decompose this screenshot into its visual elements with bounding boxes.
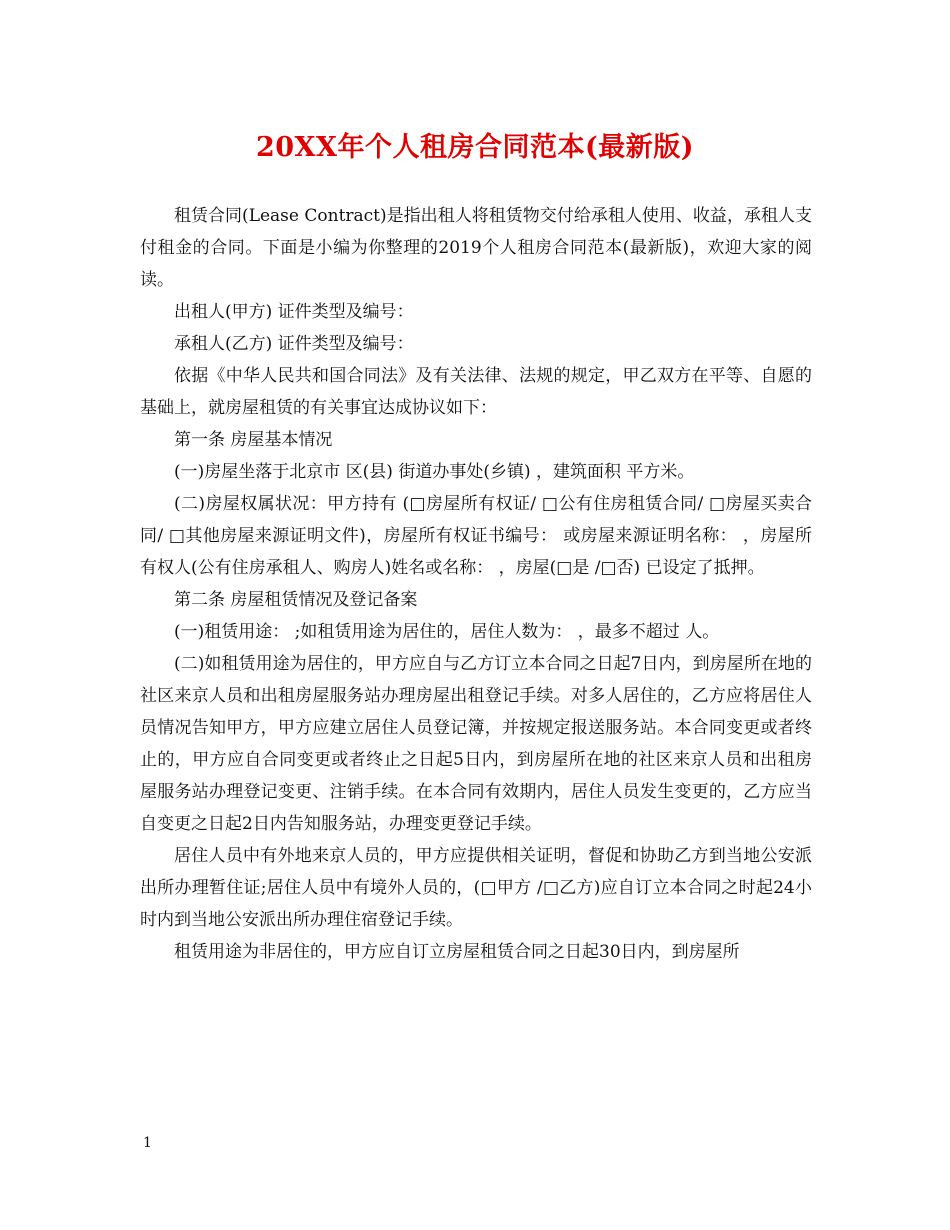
article-2-heading: 第二条 房屋租赁情况及登记备案 bbox=[174, 590, 418, 610]
paragraph-non-residential: 租赁用途为非居住的，甲方应自订立房屋租赁合同之日起30日内，到房屋所 bbox=[174, 942, 740, 962]
paragraph-intro: 租赁合同(Lease Contract)是指出租人将租赁物交付给承租人使用、收益，承租人支付租金的合同。下面是小编为你整理的2019个人租房合同范本(最新版)，欢迎大家的阅读。 bbox=[140, 206, 812, 290]
page-number: 1 bbox=[143, 1135, 152, 1151]
paragraph-usage: (一)租赁用途： ;如租赁用途为居住的，居住人数为： ，最多不超过 人。 bbox=[174, 622, 720, 642]
paragraph-ownership: (二)房屋权属状况：甲方持有 (□房屋所有权证/ □公有住房租赁合同/ □房屋买卖合同/ □其他房屋来源证明文件)，房屋所有权证书编号： 或房屋来源证明名称： ，房屋所有权人(公有住房承租人、购房人)姓名或名称： ，房屋(□是 /□否) 已设定了抵押。 bbox=[140, 494, 812, 578]
document-title: 20XX年个人租房合同范本(最新版) bbox=[255, 132, 695, 163]
article-1-heading: 第一条 房屋基本情况 bbox=[174, 430, 333, 450]
paragraph-location: (一)房屋坐落于北京市 区(县) 街道办事处(乡镇) ，建筑面积 平方米。 bbox=[174, 462, 695, 482]
paragraph-registration: (二)如租赁用途为居住的，甲方应自与乙方订立本合同之日起7日内，到房屋所在地的社区来京人员和出租房屋服务站办理房屋出租登记手续。对多人居住的，乙方应将居住人员情况告知甲方，甲方应建立居住人员登记簿，并按规定报送服务站。本合同变更或者终止的，甲方应自合同变更或者终止之日起5日内，到房屋所在地的社区来京人员和出租房屋服务站办理登记变更、注销手续。在本合同有效期内，居住人员发生变更的，乙方应当自变更之日起2日内告知服务站，办理变更登记手续。 bbox=[140, 654, 812, 834]
paragraph-lessee: 承租人(乙方) 证件类型及编号： bbox=[174, 334, 414, 354]
paragraph-lessor: 出租人(甲方) 证件类型及编号： bbox=[174, 302, 414, 322]
paragraph-residents: 居住人员中有外地来京人员的，甲方应提供相关证明，督促和协助乙方到当地公安派出所办理暂住证;居住人员中有境外人员的，(□甲方 /□乙方)应自订立本合同之时起24小时内到当地公安派出所办理住宿登记手续。 bbox=[140, 846, 812, 930]
document-body bbox=[140, 200, 812, 968]
paragraph-basis: 依据《中华人民共和国合同法》及有关法律、法规的规定，甲乙双方在平等、自愿的基础上，就房屋租赁的有关事宜达成协议如下： bbox=[140, 366, 812, 418]
